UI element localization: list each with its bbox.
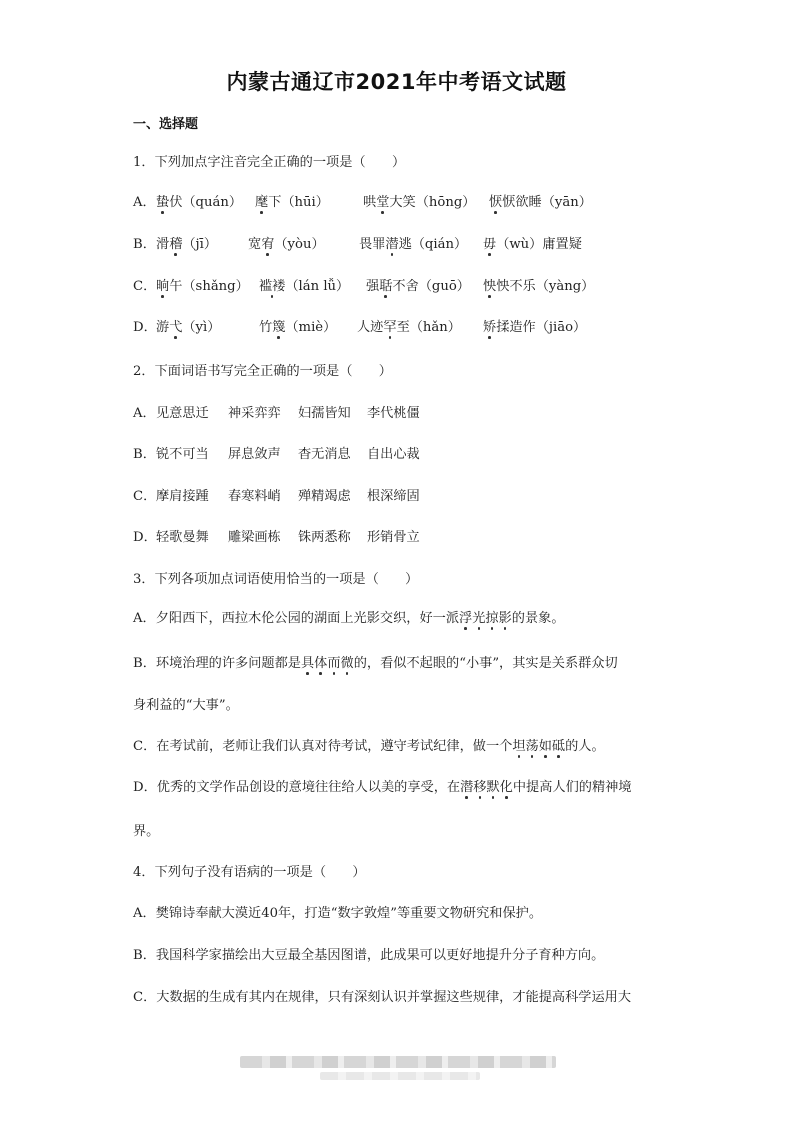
option-label: A． [133, 195, 156, 210]
option-label: B． [133, 948, 156, 963]
option-label: B． [133, 237, 156, 252]
word-item: 根深缔固 [367, 489, 420, 504]
option-item: 矫揉造作（jiāo） [483, 320, 587, 335]
section-heading: 一、选择题 [133, 117, 199, 132]
option-item: 毋（wù）庸置疑 [483, 237, 582, 252]
word-item: 妇孺皆知 [298, 406, 351, 421]
q4-option-a: A．樊锦诗奉献大漠近40年，打造“数字敦煌”等重要文物研究和保护。 [133, 906, 543, 921]
option-item: 游弋（yì） [156, 320, 221, 335]
blurred-text-bar [320, 1072, 480, 1080]
word-item: 形销骨立 [367, 530, 420, 545]
option-item: 褴褛（lán lǚ） [259, 279, 350, 294]
option-label: A． [133, 611, 156, 626]
question-2-stem: 2．下面词语书写完全正确的一项是（ ） [133, 364, 392, 379]
option-item: 畏罪潜逃（qián） [359, 237, 468, 252]
q3-option-a: A．夕阳西下，西拉木伦公园的湖面上光影交织，好一派浮光掠影的景象。 [133, 611, 565, 626]
blurred-text-bar [240, 1056, 556, 1068]
word-item: 轻歌曼舞 [156, 530, 209, 545]
q3-option-d: D．优秀的文学作品创设的意境往往给人以美的享受，在潜移默化中提高人们的精神境 [133, 780, 632, 795]
option-label: A． [133, 906, 156, 921]
q4-option-c: C．大数据的生成有其内在规律，只有深刻认识并掌握这些规律，才能提高科学运用大 [133, 990, 632, 1005]
q3-option-b: B．环境治理的许多问题都是具体而微的，看似不起眼的“小事”，其实是关系群众切 [133, 656, 618, 671]
option-label: A． [133, 406, 156, 421]
option-label: C． [133, 739, 157, 754]
dotted-phrase: 坦荡如砥 [512, 739, 566, 754]
option-item: 哄堂大笑（hōng） [363, 195, 476, 210]
option-item: 晌午（shǎng） [156, 279, 249, 294]
option-item: 滑稽（jī） [156, 237, 218, 252]
question-1-stem: 1．下列加点字注音完全正确的一项是（ ） [133, 155, 406, 170]
word-item: 锐不可当 [156, 447, 209, 462]
q3-option-c: C．在考试前，老师让我们认真对待考试，遵守考试纪律，做一个坦荡如砥的人。 [133, 739, 605, 754]
word-item: 李代桃僵 [367, 406, 420, 421]
option-label: C． [133, 279, 157, 294]
option-item: 怏怏不乐（yàng） [483, 279, 595, 294]
option-label: D． [133, 320, 157, 335]
option-item: 竹篾（miè） [259, 320, 337, 335]
word-item: 春寒料峭 [228, 489, 281, 504]
option-label: D． [133, 780, 157, 795]
dotted-phrase: 具体而微 [300, 656, 354, 671]
word-item: 屏息敛声 [228, 447, 281, 462]
q4-option-b: B．我国科学家描绘出大豆最全基因图谱，此成果可以更好地提升分子育种方向。 [133, 948, 605, 963]
q3-option-b-cont: 身利益的“大事”。 [133, 698, 239, 713]
word-item: 见意思迁 [156, 406, 209, 421]
dotted-phrase: 潜移默化 [460, 780, 513, 795]
option-item: 蛰伏（quán） [156, 195, 243, 210]
blurred-footer-watermark [240, 1054, 556, 1084]
question-4-stem: 4．下列句子没有语病的一项是（ ） [133, 865, 366, 880]
word-item: 摩肩接踵 [156, 489, 209, 504]
question-3-stem: 3．下列各项加点词语使用恰当的一项是（ ） [133, 572, 419, 587]
option-label: C． [133, 990, 157, 1005]
word-item: 神采弈弈 [228, 406, 281, 421]
word-item: 杳无消息 [298, 447, 351, 462]
page-title: 内蒙古通辽市2021年中考语文试题 [226, 70, 567, 94]
q3-option-d-cont: 界。 [133, 824, 160, 839]
option-label: B． [133, 447, 156, 462]
option-item: 麾下（hūi） [255, 195, 329, 210]
word-item: 自出心裁 [367, 447, 420, 462]
option-item: 恹恹欲睡（yān） [489, 195, 592, 210]
dotted-phrase: 浮光掠影 [459, 611, 512, 626]
option-label: B． [133, 656, 156, 671]
word-item: 雕梁画栋 [228, 530, 281, 545]
word-item: 殚精竭虑 [298, 489, 351, 504]
option-item: 强聒不舍（guō） [366, 279, 470, 294]
option-item: 人迹罕至（hǎn） [357, 320, 461, 335]
option-label: C． [133, 489, 157, 504]
word-item: 铢两悉称 [298, 530, 351, 545]
option-label: D． [133, 530, 157, 545]
option-item: 宽宥（yòu） [248, 237, 325, 252]
